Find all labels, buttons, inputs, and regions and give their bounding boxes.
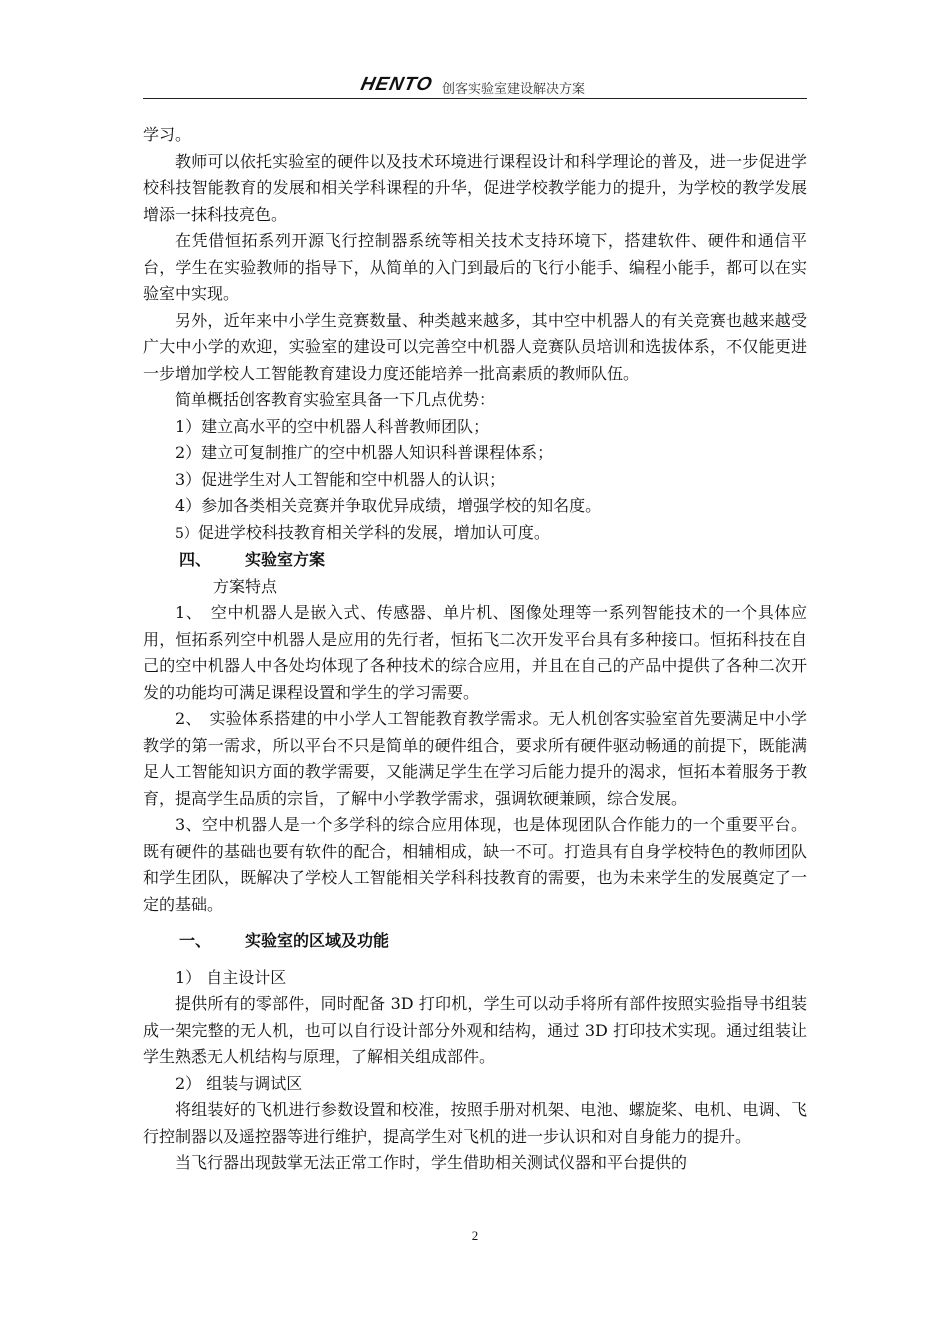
paragraph: 学习。 <box>143 125 192 144</box>
list-item: 4）参加各类相关竞赛并争取优异成绩，增强学校的知名度。 <box>175 496 602 515</box>
list-item: 3）促进学生对人工智能和空中机器人的认识； <box>175 469 506 489</box>
list-item: 2）建立可复制推广的空中机器人知识科普课程体系； <box>175 443 554 462</box>
section-heading <box>143 928 807 955</box>
paragraph: 将组装好的飞机进行参数设置和校准，按照手册对机架、电池、螺旋桨、电机、电调、飞行控制器以及遥控器等进行维护，提高学生对飞机的进一步认识和对自身能力的提升。 <box>143 1100 807 1146</box>
list-item-number: 5） <box>175 525 198 542</box>
paragraph: 当飞行器出现鼓掌无法正常工作时，学生借助相关测试仪器和平台提供的 <box>175 1153 688 1172</box>
list-item <box>143 520 807 548</box>
subheading: 方案特点 <box>213 576 278 596</box>
paragraph: 在凭借恒拓系列开源飞行控制器系统等相关技术支持环境下，搭建软件、硬件和通信平台，学生在实验教师的指导下，从简单的入门到最后的飞行小能手、编程小能手，都可以在实验室中实现。 <box>143 231 807 303</box>
paragraph: 简单概括创客教育实验室具备一下几点优势： <box>175 390 496 409</box>
page-header <box>143 72 807 99</box>
section-title: 实验室方案 <box>245 550 326 569</box>
document-body <box>143 122 807 1177</box>
paragraph: 另外，近年来中小学生竞赛数量、种类越来越多，其中空中机器人的有关竞赛也越来越受广大中小学的欢迎，实验室的建设可以完善空中机器人竞赛队员培训和选拔体系，不仅能更进一步增加学校人工智能教育建设力度还能培养一批高素质的教师队伍。 <box>143 310 807 383</box>
list-item: 1）建立高水平的空中机器人科普教师团队； <box>175 416 490 436</box>
section-heading <box>143 547 807 574</box>
list-item-text: 促进学校科技教育相关学科的发展，增加认可度。 <box>197 522 550 542</box>
spacer <box>143 955 807 965</box>
paragraph: 提供所有的零部件，同时配备 3D 打印机，学生可以动手将所有部件按照实验指导书组装成一架完整的无人机，也可以自行设计部分外观和结构，通过 3D 打印技术实现。通过组装让学生熟悉无人机结构与原理，了解相关组成部件。 <box>143 994 807 1066</box>
company-logo: HENTO <box>358 74 435 95</box>
paragraph: 3、空中机器人是一个多学科的综合应用体现，也是体现团队合作能力的一个重要平台。既有硬件的基础也要有软件的配合，相辅相成，缺一不可。打造具有自身学校特色的教师团队和学生团队，既解决了学校人工智能相关学科科技教育的需要，也为未来学生的发展奠定了一定的基础。 <box>143 815 807 914</box>
paragraph: 2、 实验体系搭建的中小学人工智能教育教学需求。无人机创客实验室首先要满足中小学教学的第一需求，所以平台不只是简单的硬件组合，要求所有硬件驱动畅通的前提下，既能满足人工智能知识方面的教学需要，又能满足学生在学习后能力提升的渴求，恒拓本着服务于教育，提高学生品质的宗旨，了解中小学教学需求，强调软硬兼顾，综合发展。 <box>143 709 807 808</box>
section-number: 一、 <box>179 931 212 950</box>
spacer <box>143 918 807 928</box>
section-title: 实验室的区域及功能 <box>245 931 390 950</box>
header-title: 创客实验室建设解决方案 <box>442 82 586 97</box>
zone-heading: 2） 组装与调试区 <box>175 1073 303 1093</box>
page-number: 2 <box>471 1228 479 1243</box>
paragraph: 教师可以依托实验室的硬件以及技术环境进行课程设计和科学理论的普及，进一步促进学校科技智能教育的发展和相关学科课程的升华，促进学校教学能力的提升，为学校的教学发展增添一抹科技亮色。 <box>143 151 807 224</box>
section-number: 四、 <box>179 550 212 569</box>
paragraph: 1、 空中机器人是嵌入式、传感器、单片机、图像处理等一系列智能技术的一个具体应用，恒拓系列空中机器人是应用的先行者，恒拓飞二次开发平台具有多种接口。恒拓科技在自己的空中机器人中各处均体现了各种技术的综合应用，并且在自己的产品中提供了各种二次开发的功能均可满足课程设置和学生的学习需要。 <box>143 603 807 702</box>
zone-heading: 1） 自主设计区 <box>175 967 287 987</box>
